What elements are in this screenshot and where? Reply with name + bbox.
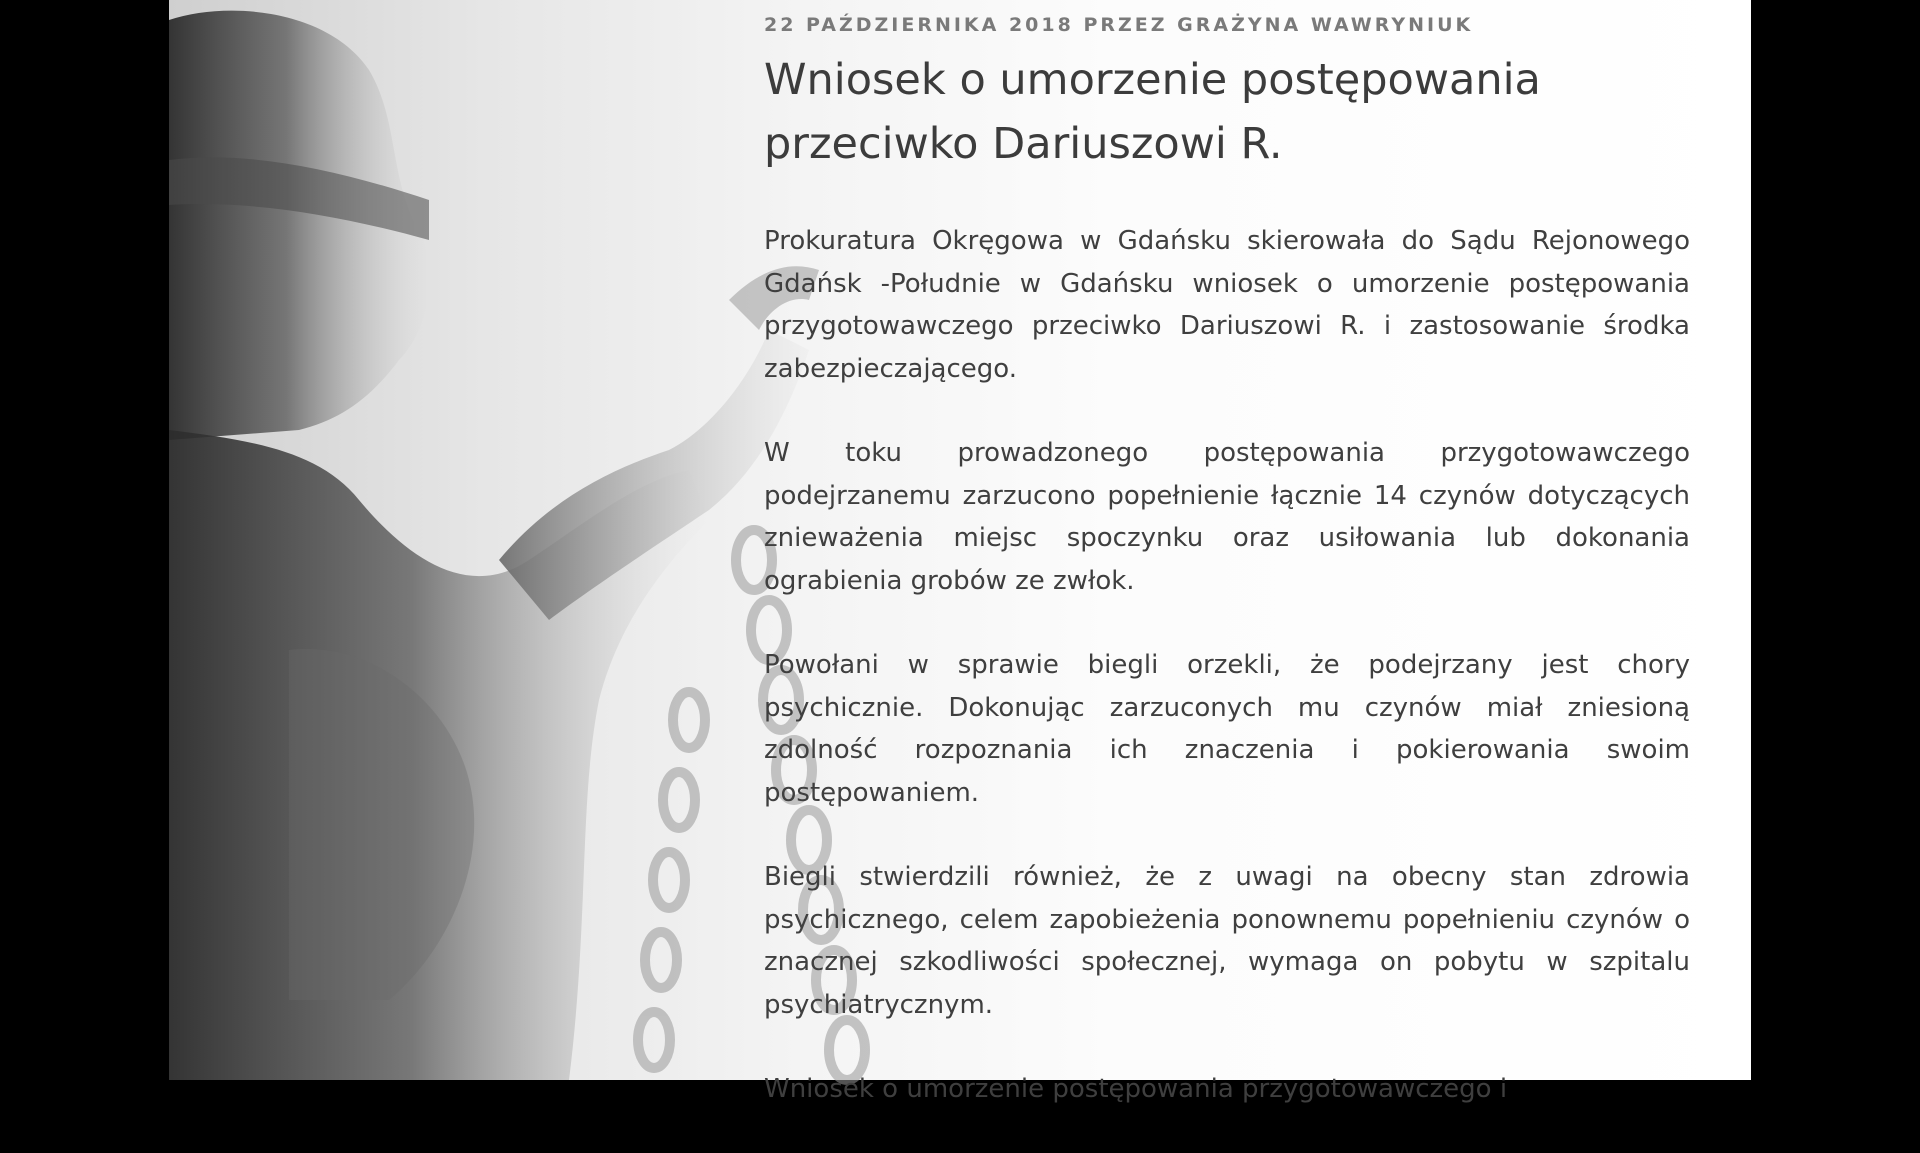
- paragraph: Wniosek o umorzenie postępowania przygotowawczego i: [764, 1074, 1508, 1104]
- paragraph: Biegli stwierdzili również, że z uwagi na obecny stan zdrowia psychicznego, celem zapobieżenia ponownemu popełnieniu czynów o znacznej szkodliwości społecznej, wymaga on pobytu w szpitalu psychiatrycznym.: [764, 862, 1690, 1020]
- paragraph: W toku prowadzonego postępowania przygotowawczego podejrzanemu zarzucono popełnienie łącznie 14 czynów dotyczących znieważenia miejsc spoczynku oraz usiłowania lub dokonania ograbienia grobów ze zwłok.: [764, 438, 1690, 596]
- article: [764, 0, 1690, 1153]
- article-page: [169, 0, 1751, 1104]
- post-meta: 22 PAŹDZIERNIKA 2018 PRZEZ GRAŻYNA WAWRYNIUK: [764, 14, 1474, 36]
- post-title: Wniosek o umorzenie postępowania przeciwko Dariuszowi R.: [764, 55, 1541, 169]
- paragraph: Prokuratura Okręgowa w Gdańsku skierowała do Sądu Rejonowego Gdańsk -Południe w Gdańsku wniosek o umorzenie postępowania przygotowawczego przeciwko Dariuszowi R. i zastosowanie środka zabezpieczającego.: [764, 226, 1690, 384]
- post-body: [764, 220, 1690, 1111]
- paragraph: Powołani w sprawie biegli orzekli, że podejrzany jest chory psychicznie. Dokonując zarzuconych mu czynów miał zniesioną zdolność rozpoznania ich znaczenia i pokierowania swoim postępowaniem.: [764, 650, 1690, 808]
